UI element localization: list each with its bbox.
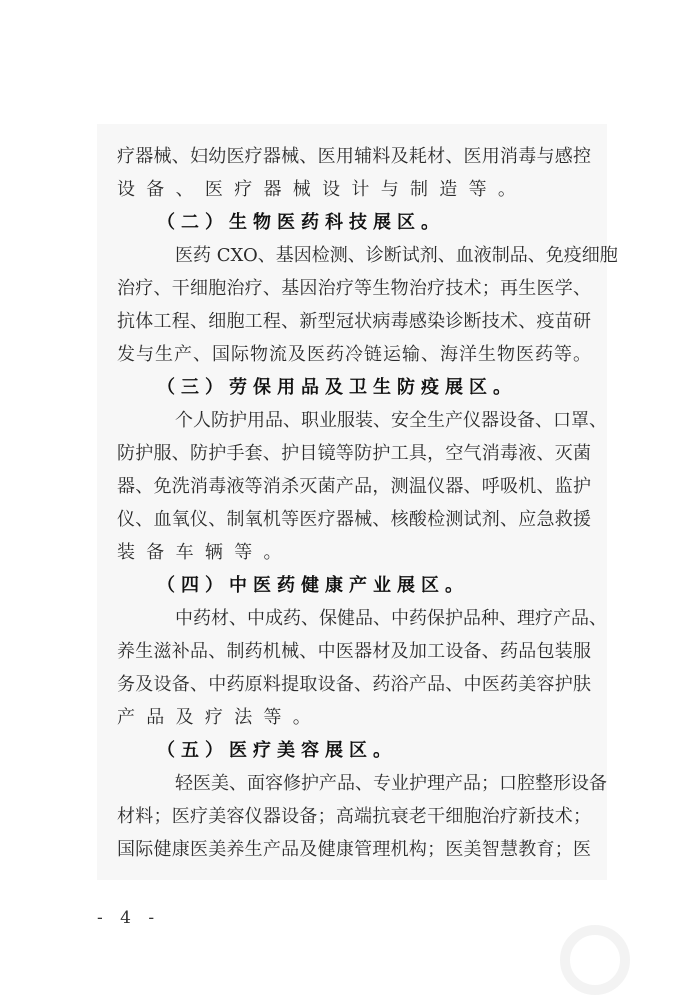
paragraph-line: 务及设备、中药原料提取设备、药浴产品、中医药美容护肤 [117,674,591,695]
paragraph-line: 轻医美、面容修护产品、专业护理产品；口腔整形设备 [175,773,607,794]
section-heading: （三）劳保用品及卫生防疫展区。 [157,377,517,398]
paragraph-line: 产品及疗法等。 [117,707,323,728]
paragraph-line: 抗体工程、细胞工程、新型冠状病毒感染诊断技术、疫苗研 [117,311,591,332]
paragraph-line: 个人防护用品、职业服装、安全生产仪器设备、口罩、 [175,410,607,431]
section-heading: （二）生物医药科技展区。 [157,212,445,233]
paragraph-line: 防护服、防护手套、护目镜等防护工具，空气消毒液、灭菌 [117,443,591,464]
paragraph-line: 国际健康医美养生产品及健康管理机构；医美智慧教育；医 [117,839,591,860]
paragraph-line: 设备、医疗器械设计与制造等。 [117,179,528,200]
paragraph-line: 发与生产、国际物流及医药冷链运输、海洋生物医药等。 [117,344,591,365]
document-body [117,140,618,866]
section-heading: （四）中医药健康产业展区。 [157,575,469,596]
paragraph-line: 养生滋补品、制药机械、中医器材及加工设备、药品包装服 [117,641,591,662]
section-heading: （五）医疗美容展区。 [157,740,397,761]
paragraph-line: 中药材、中成药、保健品、中药保护品种、理疗产品、 [175,608,607,629]
paragraph-line: 疗器械、妇幼医疗器械、医用辅料及耗材、医用消毒与感控 [117,146,591,167]
paragraph-line: 仪、血氧仪、制氧机等医疗器械、核酸检测试剂、应急救援 [117,509,591,530]
page-number: - 4 - [97,908,161,928]
paragraph-line: 材料；医疗美容仪器设备；高端抗衰老干细胞治疗新技术； [117,806,591,827]
watermark-logo-icon [560,925,630,995]
paragraph-line: 治疗、干细胞治疗、基因治疗等生物治疗技术；再生医学、 [117,278,591,299]
paragraph-line: 装备车辆等。 [117,542,293,563]
paragraph-line: 医药 CXO、基因检测、诊断试剂、血液制品、免疫细胞 [175,245,618,266]
paragraph-line: 器、免洗消毒液等消杀灭菌产品，测温仪器、呼吸机、监护 [117,476,591,497]
